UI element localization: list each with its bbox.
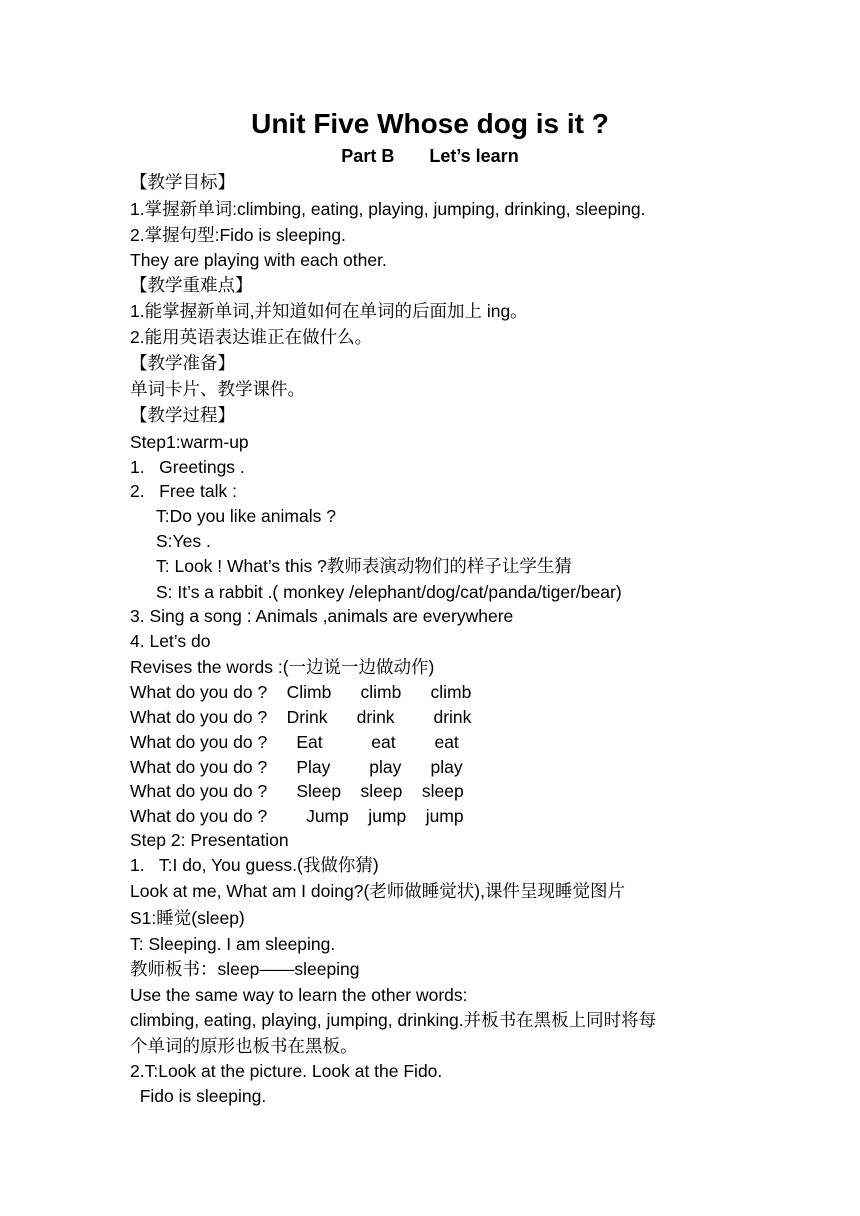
chant-line: What do you do ? Play play play [130,757,463,777]
chant-line: What do you do ? Sleep sleep sleep [130,781,464,801]
paragraph-line: 教师板书：sleep——sleeping [130,959,360,979]
dialogue-line: S: It’s a rabbit .( monkey /elephant/dog/cat/panda/tiger/bear) [156,582,622,602]
paragraph-line: 1.掌握新单词:climbing, eating, playing, jumping, drinking, sleeping. [130,199,646,219]
chant-line: What do you do ? Climb climb climb [130,682,472,702]
paragraph-line: climbing, eating, playing, jumping, drinking.并板书在黑板上同时将每 [130,1010,657,1030]
list-item: 1. T:I do, You guess.(我做你猜) [130,855,379,875]
chant-line: What do you do ? Jump jump jump [130,806,464,826]
chant-line: What do you do ? Eat eat eat [130,732,459,752]
section-heading-preparation: 【教学准备】 [130,353,235,373]
paragraph-line: Step1:warm-up [130,432,249,452]
paragraph-line: S1:睡觉(sleep) [130,908,245,928]
paragraph-line: Revises the words :(一边说一边做动作) [130,657,435,677]
paragraph-line: 2.T:Look at the picture. Look at the Fido. [130,1061,443,1081]
section-heading-objectives: 【教学目标】 [130,172,235,192]
dialogue-line: S:Yes . [156,531,211,551]
paragraph-line: 单词卡片、教学课件。 [130,379,305,399]
document-subtitle: Part B Let’s learn [341,146,519,166]
paragraph-line: They are playing with each other. [130,250,387,270]
paragraph-line: 2.能用英语表达谁正在做什么。 [130,327,373,347]
list-item: 1. Greetings . [130,457,245,477]
paragraph-line: Fido is sleeping. [130,1086,267,1106]
paragraph-line: 2.掌握句型:Fido is sleeping. [130,225,346,245]
dialogue-line: T:Do you like animals ? [156,506,336,526]
chant-line: What do you do ? Drink drink drink [130,707,472,727]
paragraph-line: Step 2: Presentation [130,830,289,850]
section-heading-process: 【教学过程】 [130,405,235,425]
paragraph-line: Use the same way to learn the other words: [130,985,468,1005]
paragraph-line: 个单词的原形也板书在黑板。 [130,1036,358,1056]
paragraph-line: T: Sleeping. I am sleeping. [130,934,336,954]
list-item: 2. Free talk : [130,481,237,501]
dialogue-line: T: Look ! What’s this ?教师表演动物们的样子让学生猜 [156,556,572,576]
section-heading-key-points: 【教学重难点】 [130,275,253,295]
document-title: Unit Five Whose dog is it ? [251,108,609,139]
paragraph-line: Look at me, What am I doing?(老师做睡觉状),课件呈现睡觉图片 [130,881,625,901]
paragraph-line: 1.能掌握新单词,并知道如何在单词的后面加上 ing。 [130,301,528,321]
paragraph-line: 4. Let’s do [130,631,211,651]
paragraph-line: 3. Sing a song : Animals ,animals are everywhere [130,606,514,626]
